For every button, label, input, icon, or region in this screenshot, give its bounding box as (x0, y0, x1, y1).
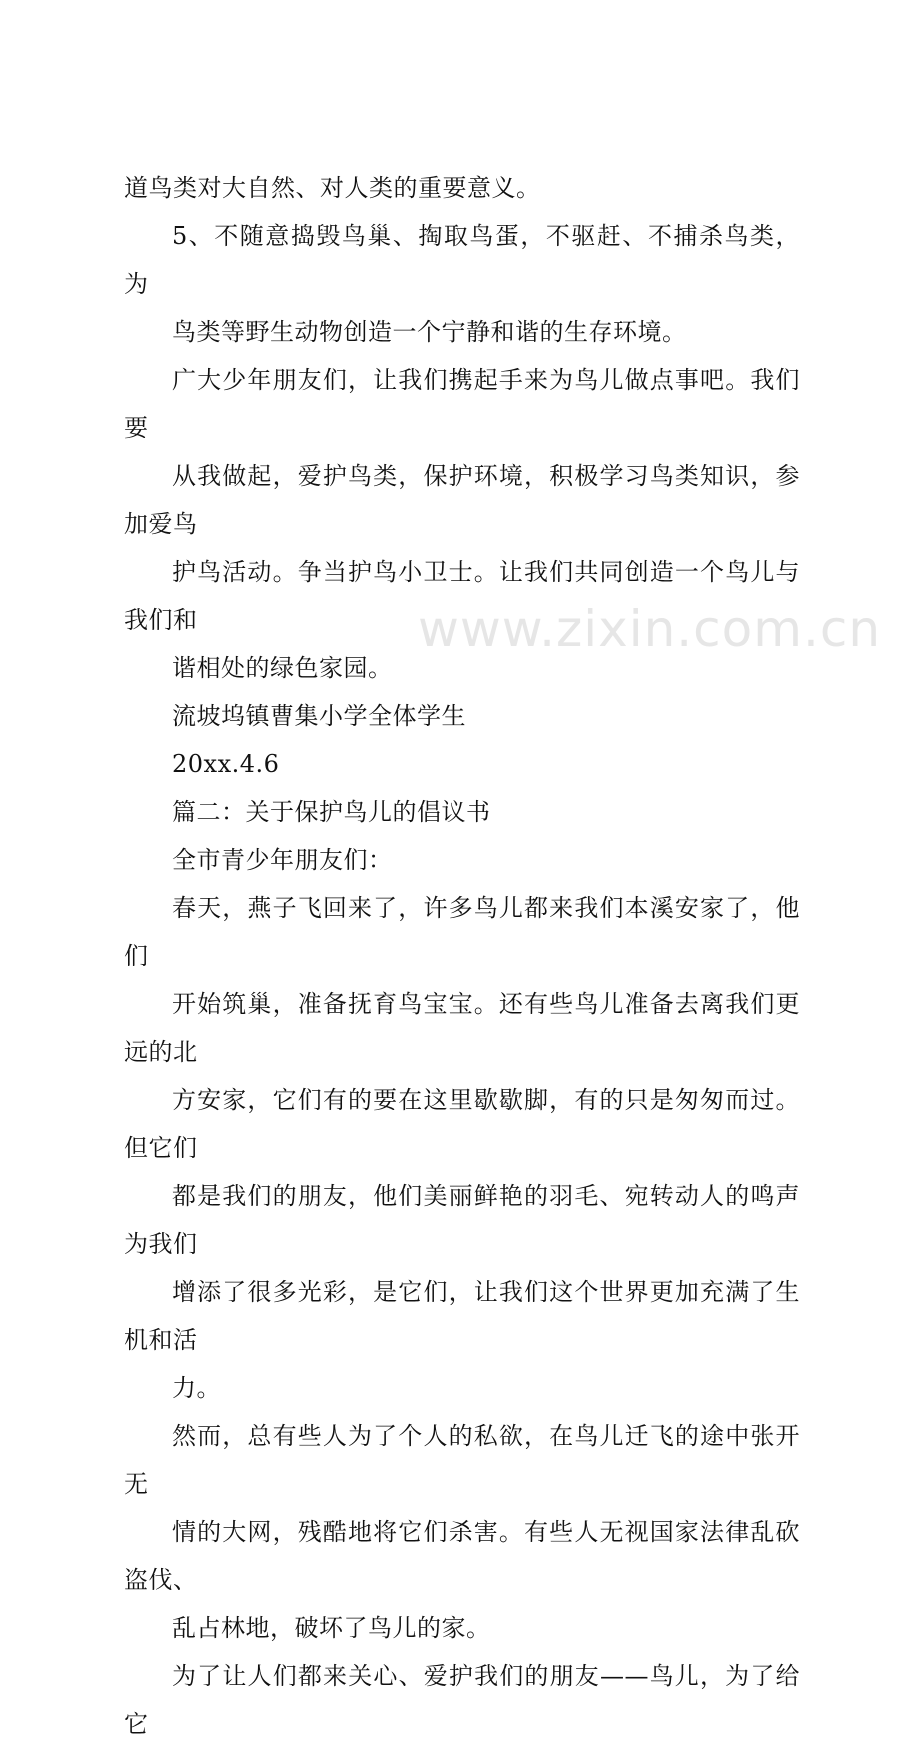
paragraph (124, 692, 800, 740)
watermark: www.zixin.com.cn (418, 600, 882, 658)
text-line: 谐相处的绿色家园。 (172, 654, 393, 682)
text-line: 为了让人们都来关心、爱护我们的朋友——鸟儿，为了给它 (124, 1662, 800, 1738)
paragraph (124, 788, 800, 836)
text-line: 护鸟活动。争当护鸟小卫士。让我们共同创造一个鸟儿与我们和 (124, 558, 800, 634)
text-line: 流坡坞镇曹集小学全体学生 (172, 702, 466, 730)
text-line: 道鸟类对大自然、对人类的重要意义。 (124, 174, 541, 202)
paragraph (124, 1412, 800, 1652)
paragraph (124, 836, 800, 884)
text-line: 5、不随意捣毁鸟巢、掏取鸟蛋，不驱赶、不捕杀鸟类，为 (124, 222, 800, 298)
text-line: 鸟类等野生动物创造一个宁静和谐的生存环境。 (172, 318, 687, 346)
paragraph (124, 212, 800, 356)
text-line: 力。 (172, 1374, 221, 1402)
text-line: 都是我们的朋友，他们美丽鲜艳的羽毛、宛转动人的鸣声为我们 (124, 1182, 800, 1258)
paragraph (124, 740, 800, 788)
text-line: 春天，燕子飞回来了，许多鸟儿都来我们本溪安家了，他们 (124, 894, 800, 970)
text-line: 20xx.4.6 (172, 750, 280, 778)
text-line: 篇二：关于保护鸟儿的倡议书 (172, 798, 491, 826)
text-line: 全市青少年朋友们： (172, 846, 393, 874)
paragraph (124, 356, 800, 692)
paragraph (124, 1652, 800, 1748)
text-line: 广大少年朋友们，让我们携起手来为鸟儿做点事吧。我们要 (124, 366, 800, 442)
paragraph (124, 164, 800, 212)
text-line: 乱占林地，破坏了鸟儿的家。 (172, 1614, 491, 1642)
text-line: 增添了很多光彩，是它们，让我们这个世界更加充满了生机和活 (124, 1278, 800, 1354)
text-line: 开始筑巢，准备抚育鸟宝宝。还有些鸟儿准备去离我们更远的北 (124, 990, 800, 1066)
text-line: 然而，总有些人为了个人的私欲，在鸟儿迁飞的途中张开无 (124, 1422, 800, 1498)
document-body (124, 164, 800, 1748)
text-line: 方安家，它们有的要在这里歇歇脚，有的只是匆匆而过。但它们 (124, 1086, 800, 1162)
text-line: 从我做起，爱护鸟类，保护环境，积极学习鸟类知识，参加爱鸟 (124, 462, 800, 538)
text-line: 情的大网，残酷地将它们杀害。有些人无视国家法律乱砍盗伐、 (124, 1518, 800, 1594)
paragraph (124, 884, 800, 1412)
